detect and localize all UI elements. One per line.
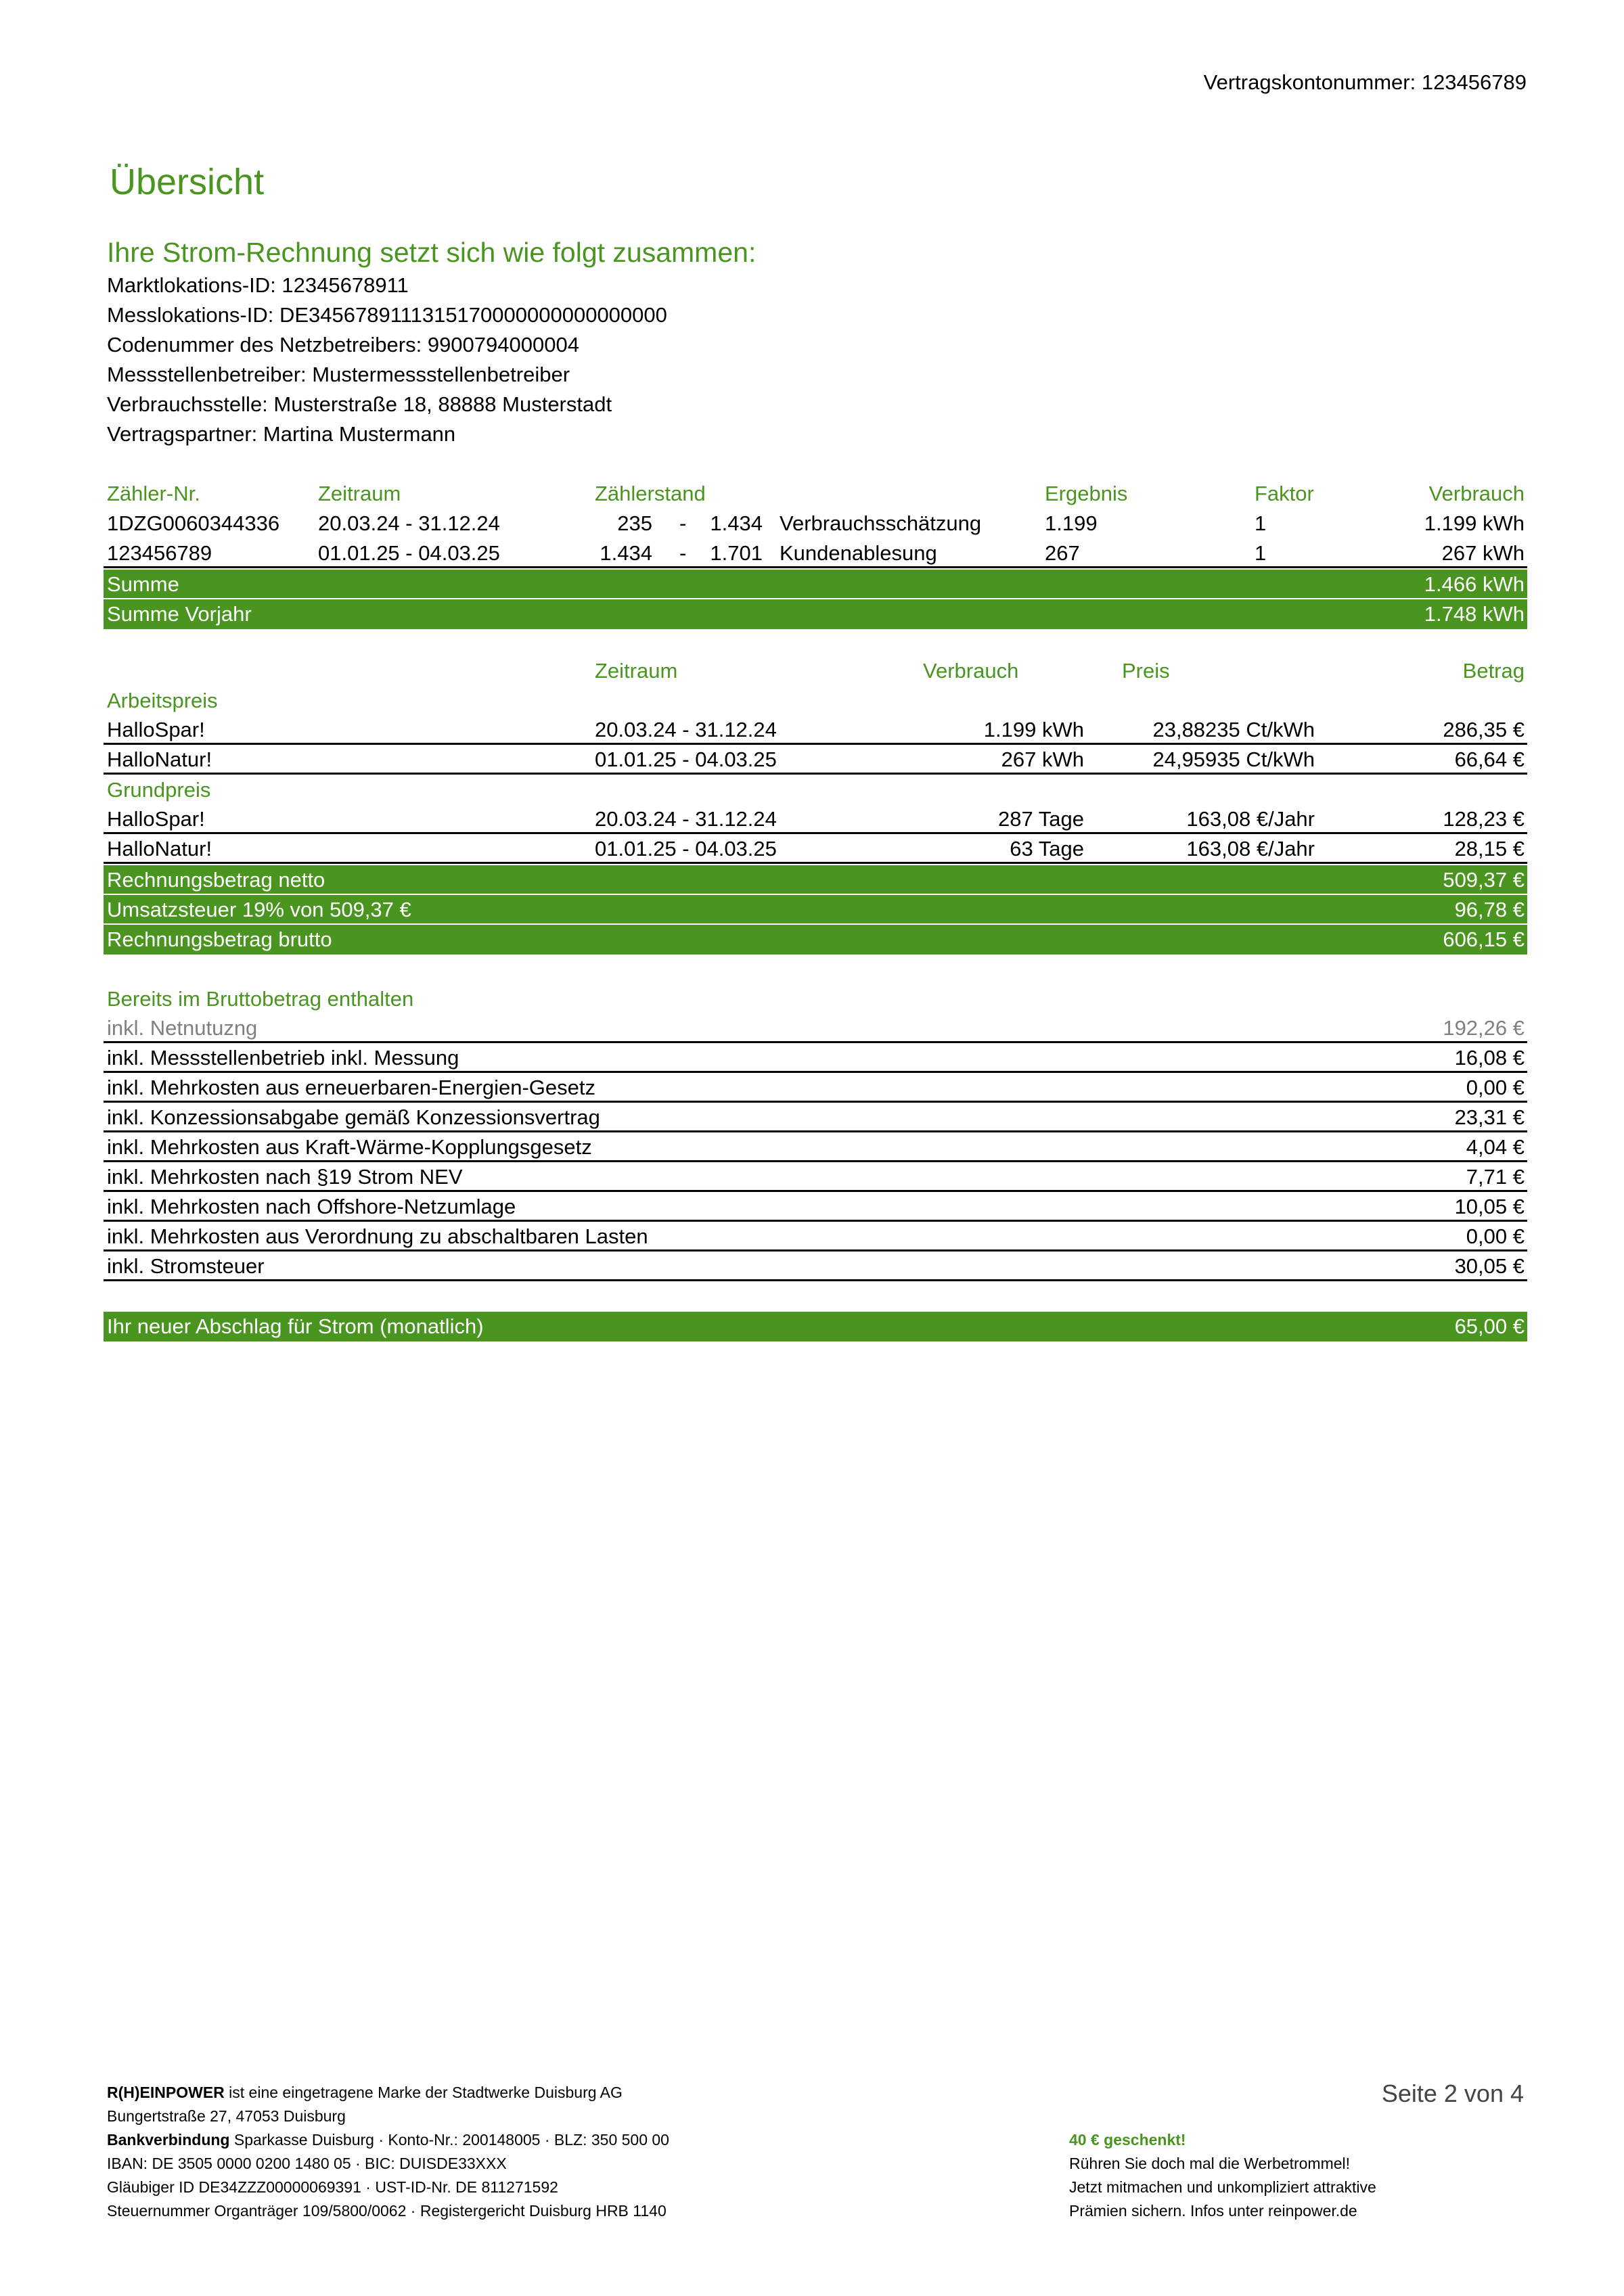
price-consumption: 287 Tage <box>998 807 1084 831</box>
included-label: inkl. Mehrkosten nach Offshore-Netzumlage <box>107 1195 516 1218</box>
price-consumption: 267 kWh <box>1001 748 1084 771</box>
vat-value: 96,78 € <box>1454 898 1525 921</box>
price-table-header <box>104 656 1527 686</box>
footer-bank-label: Bankverbindung <box>107 2131 230 2149</box>
unit-price: 163,08 €/Jahr <box>1186 807 1315 831</box>
tariff-name: HalloNatur! <box>107 748 212 771</box>
price-amount: 66,64 € <box>1454 748 1525 771</box>
grid-operator-code: Codenummer des Netzbetreibers: 9900794000004 <box>107 333 579 357</box>
meter-row <box>104 509 1527 538</box>
included-heading-label: Bereits im Bruttobetrag enthalten <box>107 987 414 1011</box>
reading-to: 1.434 <box>710 511 763 535</box>
meter-consumption: 1.199 kWh <box>1424 511 1525 535</box>
unit-price: 23,88235 Ct/kWh <box>1152 718 1315 741</box>
installment-label: Ihr neuer Abschlag für Strom (monatlich) <box>107 1314 484 1338</box>
page-number: Seite 2 von 4 <box>1381 2080 1524 2107</box>
included-value: 16,08 € <box>1454 1046 1525 1070</box>
col-period: Zeitraum <box>595 659 678 683</box>
contract-account-number: Vertragskontonummer: 123456789 <box>1203 70 1527 94</box>
footer-creditor-id: Gläubiger ID DE34ZZZ00000069391 · UST-ID-Nr. DE 811271592 <box>107 2178 558 2196</box>
footer-address: Bungertstraße 27, 47053 Duisburg <box>107 2107 346 2125</box>
unit-price: 163,08 €/Jahr <box>1186 837 1315 860</box>
included-label: inkl. Mehrkosten nach §19 Strom NEV <box>107 1165 463 1189</box>
net-total-label: Rechnungsbetrag netto <box>107 868 325 892</box>
included-row <box>104 1073 1527 1103</box>
promo-line: Rühren Sie doch mal die Werbetrommel! <box>1069 2155 1351 2172</box>
sum-value: 1.466 kWh <box>1424 572 1525 596</box>
gross-total-value: 606,15 € <box>1443 927 1525 951</box>
price-period: 20.03.24 - 31.12.24 <box>595 807 777 831</box>
reading-dash: - <box>679 511 687 535</box>
included-heading <box>104 984 1527 1014</box>
included-row <box>104 1252 1527 1281</box>
price-row <box>104 804 1527 834</box>
section-subtitle: Ihre Strom-Rechnung setzt sich wie folgt zusammen: <box>107 237 757 268</box>
col-meter-number: Zähler-Nr. <box>107 482 200 505</box>
included-label: inkl. Mehrkosten aus erneuerbaren-Energien-Gesetz <box>107 1076 595 1099</box>
meter-consumption: 267 kWh <box>1441 541 1525 565</box>
price-row <box>104 834 1527 864</box>
meter-result: 267 <box>1045 541 1080 565</box>
tariff-name: HalloSpar! <box>107 718 205 741</box>
col-consumption: Verbrauch <box>923 659 1019 683</box>
price-amount: 286,35 € <box>1443 718 1525 741</box>
included-label: inkl. Stromsteuer <box>107 1254 265 1278</box>
market-location-id: Marktlokations-ID: 12345678911 <box>107 273 409 297</box>
col-result: Ergebnis <box>1045 482 1128 505</box>
tariff-name: HalloSpar! <box>107 807 205 831</box>
price-period: 20.03.24 - 31.12.24 <box>595 718 777 741</box>
price-period: 01.01.25 - 04.03.25 <box>595 837 777 860</box>
included-value: 10,05 € <box>1454 1195 1525 1218</box>
meter-row <box>104 538 1527 568</box>
included-value: 7,71 € <box>1466 1165 1525 1189</box>
included-row <box>104 1192 1527 1222</box>
included-value: 4,04 € <box>1466 1135 1525 1159</box>
included-label: inkl. Messstellenbetrieb inkl. Messung <box>107 1046 459 1070</box>
net-total-value: 509,37 € <box>1443 868 1525 892</box>
page-title: Übersicht <box>110 162 265 202</box>
footer-bank-text: Sparkasse Duisburg · Konto-Nr.: 200148005 · BLZ: 350 500 00 <box>229 2131 669 2149</box>
col-price: Preis <box>1122 659 1170 683</box>
footer-iban: IBAN: DE 3505 0000 0200 1480 05 · BIC: DUISDE33XXX <box>107 2155 507 2172</box>
included-label: inkl. Konzessionsabgabe gemäß Konzessionsvertrag <box>107 1105 600 1129</box>
work-price-label: Arbeitspreis <box>107 689 218 712</box>
included-value: 0,00 € <box>1466 1224 1525 1248</box>
work-price-heading <box>104 686 1527 716</box>
price-row <box>104 715 1527 745</box>
included-value: 23,31 € <box>1454 1105 1525 1129</box>
price-row <box>104 745 1527 775</box>
reading-from: 1.434 <box>600 541 652 565</box>
included-label: inkl. Netnutuzng <box>107 1016 258 1040</box>
meter-factor: 1 <box>1255 511 1267 535</box>
metering-location-id: Messlokations-ID: DE3456789111315170000000000000000 <box>107 303 667 327</box>
monthly-installment-row <box>104 1312 1527 1341</box>
metering-operator: Messstellenbetreiber: Mustermessstellenbetreiber <box>107 363 570 386</box>
unit-price: 24,95935 Ct/kWh <box>1152 748 1315 771</box>
included-label: inkl. Mehrkosten aus Kraft-Wärme-Kopplungsgesetz <box>107 1135 592 1159</box>
promo-line: Prämien sichern. Infos unter reinpower.de <box>1069 2202 1357 2220</box>
included-row <box>104 1162 1527 1192</box>
included-label: inkl. Mehrkosten aus Verordnung zu abschaltbaren Lasten <box>107 1224 648 1248</box>
sum-label: Summe <box>107 572 179 596</box>
col-reading: Zählerstand <box>595 482 706 505</box>
prev-year-sum-row <box>104 599 1527 629</box>
meter-table-header <box>104 479 1527 509</box>
reading-from: 235 <box>617 511 652 535</box>
footer-bank-line <box>107 2128 669 2152</box>
reading-type: Verbrauchsschätzung <box>780 511 982 535</box>
price-consumption: 63 Tage <box>1010 837 1084 860</box>
vat-row <box>104 895 1527 925</box>
vat-label: Umsatzsteuer 19% von 509,37 € <box>107 898 411 921</box>
included-value: 30,05 € <box>1454 1254 1525 1278</box>
meter-period: 20.03.24 - 31.12.24 <box>318 511 500 535</box>
promo-title: 40 € geschenkt! <box>1069 2131 1186 2149</box>
installment-value: 65,00 € <box>1454 1314 1525 1338</box>
prev-year-value: 1.748 kWh <box>1424 602 1525 626</box>
col-period: Zeitraum <box>318 482 401 505</box>
sum-row <box>104 570 1527 599</box>
included-value: 192,26 € <box>1443 1016 1525 1040</box>
reading-dash: - <box>679 541 687 565</box>
included-row <box>104 1132 1527 1162</box>
price-amount: 128,23 € <box>1443 807 1525 831</box>
meter-number: 1DZG0060344336 <box>107 511 280 535</box>
meter-period: 01.01.25 - 04.03.25 <box>318 541 500 565</box>
gross-total-row <box>104 925 1527 955</box>
tariff-name: HalloNatur! <box>107 837 212 860</box>
meter-number: 123456789 <box>107 541 212 565</box>
footer-brand-text: ist eine eingetragene Marke der Stadtwerke Duisburg AG <box>224 2084 623 2101</box>
price-amount: 28,15 € <box>1454 837 1525 860</box>
col-consumption: Verbrauch <box>1428 482 1525 505</box>
included-row <box>104 1013 1527 1043</box>
reading-to: 1.701 <box>710 541 763 565</box>
contract-partner: Vertragspartner: Martina Mustermann <box>107 422 456 446</box>
base-price-label: Grundpreis <box>107 778 211 802</box>
included-value: 0,00 € <box>1466 1076 1525 1099</box>
col-factor: Faktor <box>1255 482 1314 505</box>
prev-year-label: Summe Vorjahr <box>107 602 252 626</box>
gross-total-label: Rechnungsbetrag brutto <box>107 927 332 951</box>
footer-brand: R(H)EINPOWER <box>107 2084 225 2101</box>
meter-result: 1.199 <box>1045 511 1098 535</box>
included-row <box>104 1222 1527 1252</box>
base-price-heading <box>104 775 1527 805</box>
net-total-row <box>104 865 1527 895</box>
reading-type: Kundenablesung <box>780 541 937 565</box>
meter-factor: 1 <box>1255 541 1267 565</box>
included-row <box>104 1043 1527 1073</box>
price-period: 01.01.25 - 04.03.25 <box>595 748 777 771</box>
price-consumption: 1.199 kWh <box>983 718 1084 741</box>
footer-brand-line <box>107 2081 623 2105</box>
footer-tax-number: Steuernummer Organträger 109/5800/0062 · Registergericht Duisburg HRB 1140 <box>107 2202 667 2220</box>
included-row <box>104 1103 1527 1132</box>
consumption-location: Verbrauchsstelle: Musterstraße 18, 88888 Musterstadt <box>107 392 612 416</box>
promo-line: Jetzt mitmachen und unkompliziert attraktive <box>1069 2178 1376 2196</box>
col-amount: Betrag <box>1462 659 1525 683</box>
